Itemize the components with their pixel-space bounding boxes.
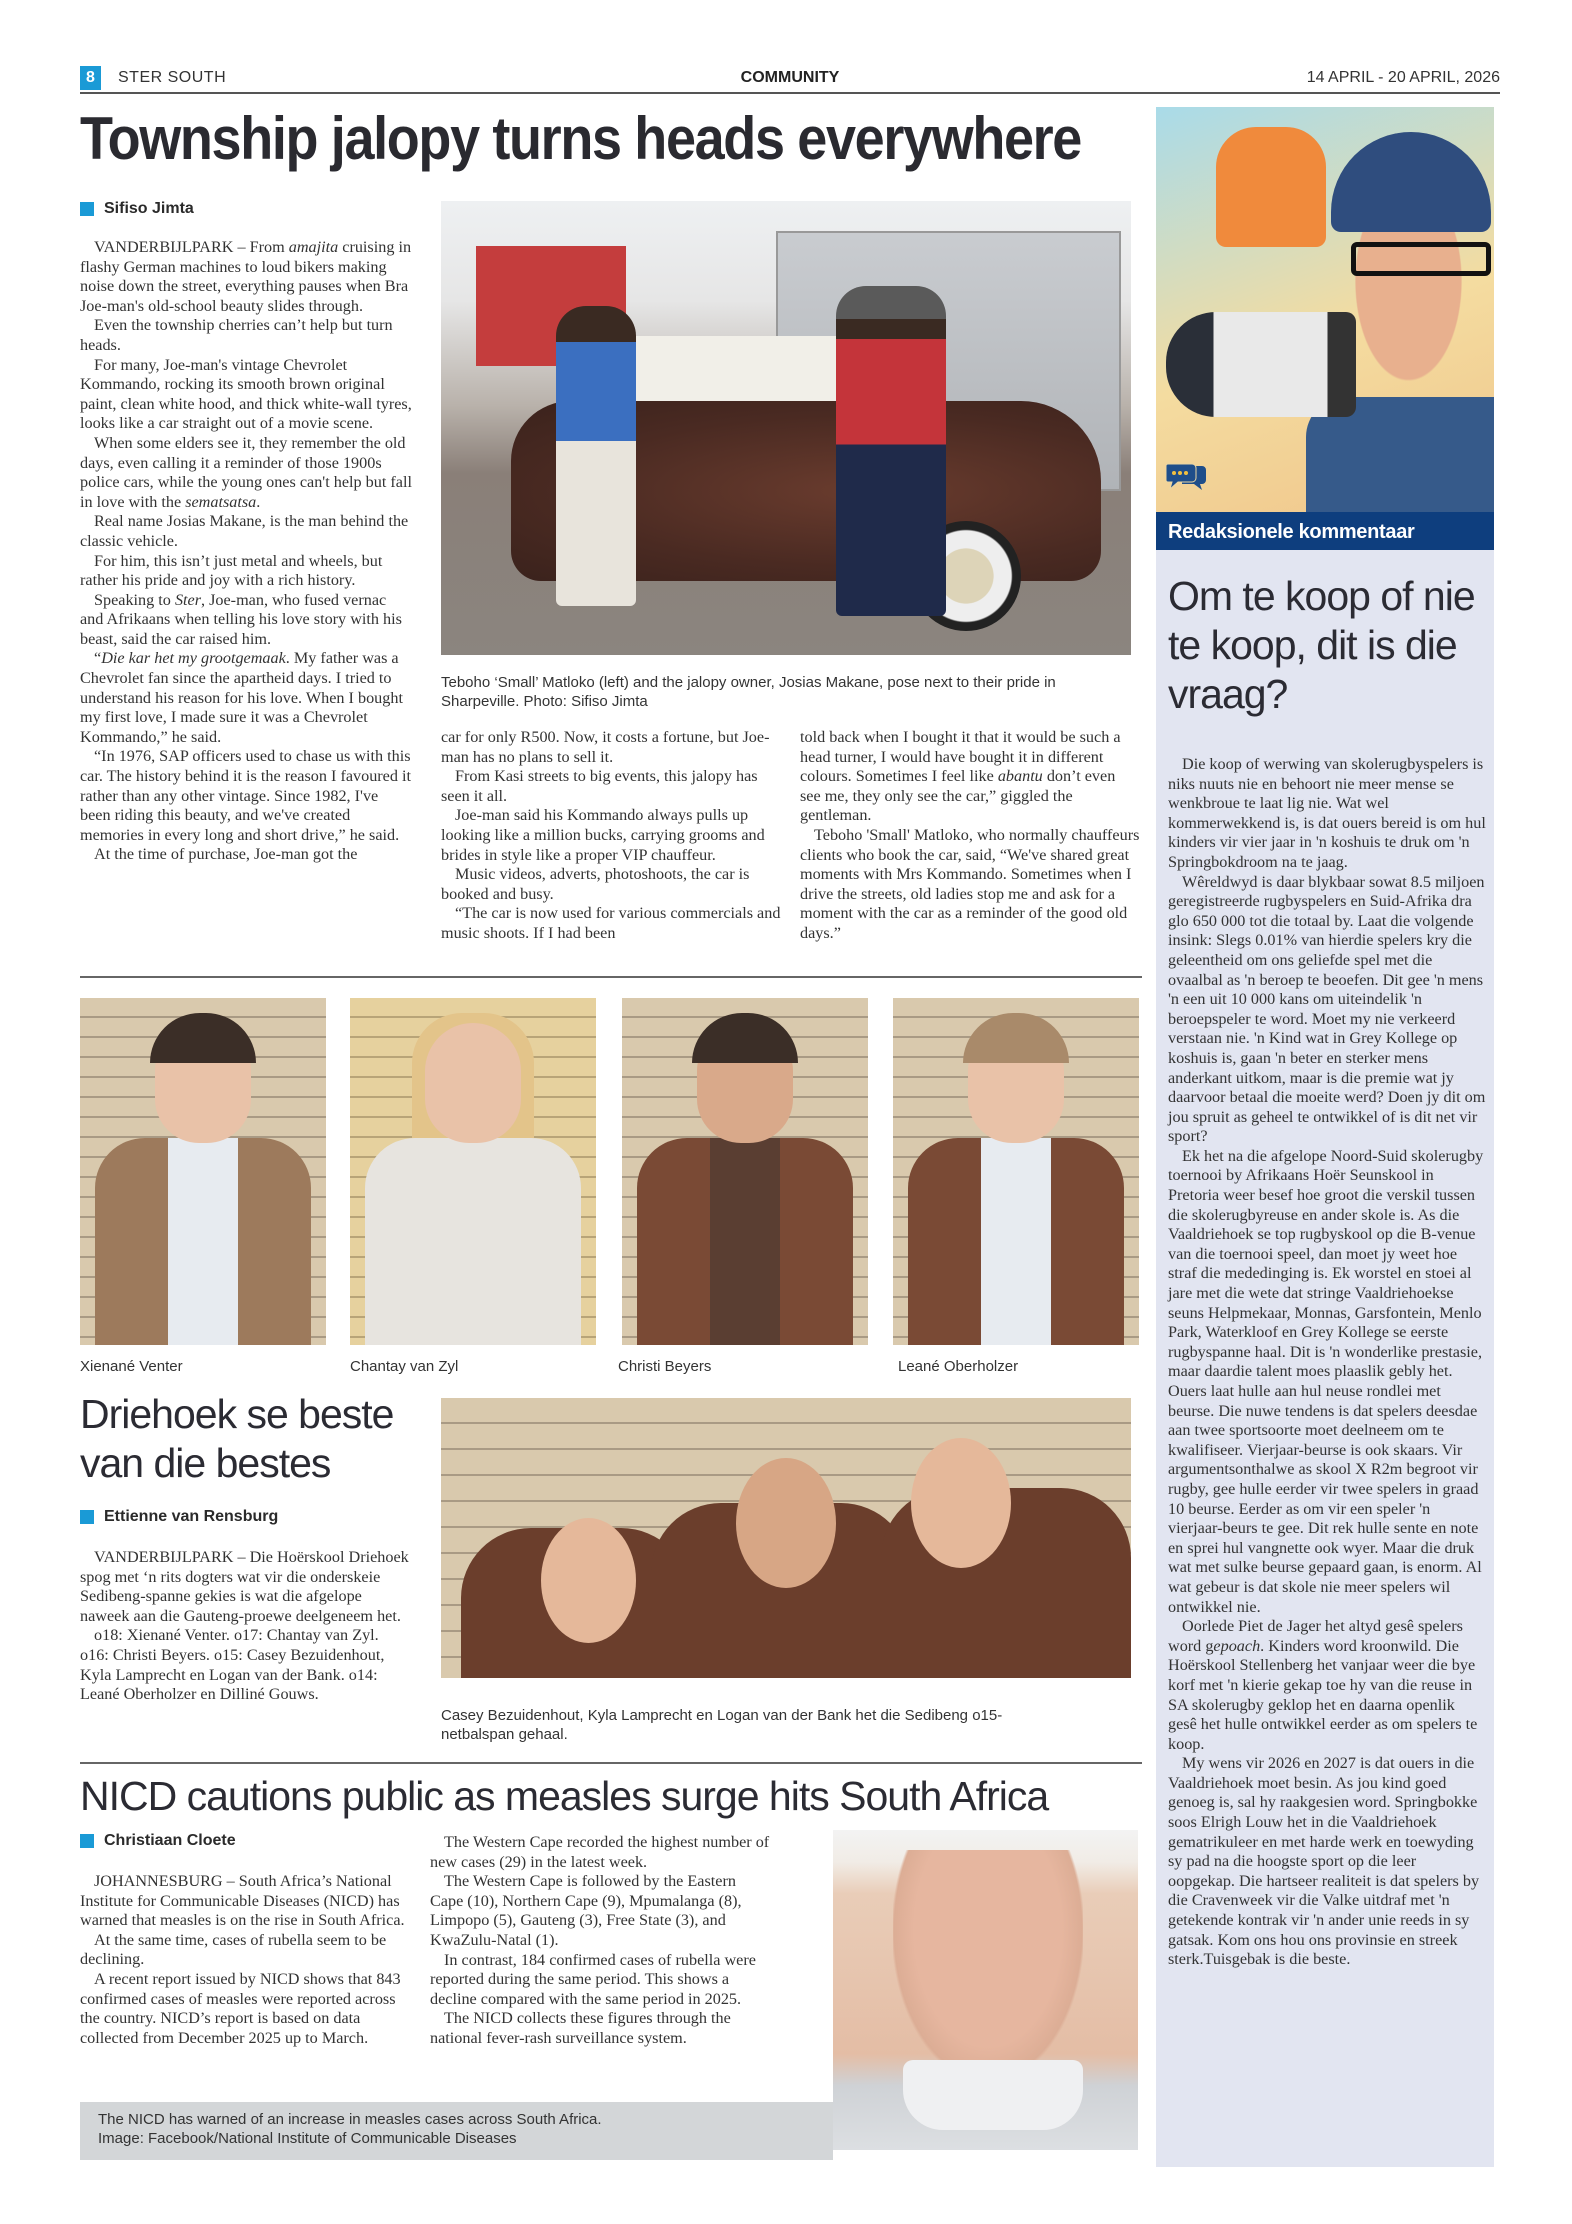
measles-column-1 — [80, 1872, 410, 2048]
paragraph: The NICD collects these figures through the national fever-rash surveillance system. — [430, 2009, 731, 2047]
editorial-banner: Redaksionele kommentaar — [1156, 512, 1494, 550]
byline-author: Christiaan Cloete — [104, 1832, 236, 1849]
jalopy-column-3 — [800, 728, 1140, 944]
paragraph: Speaking to Ster, Joe-man, who fused vernac and Afrikaans when telling his love story with his beast, said the car raised him. — [80, 590, 402, 648]
paragraph: In contrast, 184 confirmed cases of rubella were reported during the same period. This shows a decline compared with the same period in 2025. — [430, 1950, 756, 2008]
paragraph: “The car is now used for various commercials and music shoots. If I had been — [441, 904, 781, 942]
glasses-shape — [1351, 242, 1491, 276]
paragraph: A recent report issued by NICD shows that 843 confirmed cases of measles were reported across the country. NICD’s report is based on data collected from December 2025 up to March. — [80, 1969, 401, 2047]
paragraph: Real name Josias Makane, is the man behind the classic vehicle. — [80, 512, 409, 550]
football-player-shape — [1216, 127, 1326, 247]
jalopy-column-1 — [80, 238, 412, 865]
jalopy-photo-caption: Teboho ‘Small’ Matloko (left) and the jalopy owner, Josias Makane, pose next to their pride in Sharpeville. Photo: Sifiso Jimta — [441, 674, 1056, 710]
paragraph: My wens vir 2026 en 2027 is dat ouers in die Vaaldriehoek moet besin. As jou kind goed genoeg is, sal hy raakgesien word. Springbokke soos Elrigh Louw het in die Vaaldriehoek gematrikuleer en met harde werk en toewyding sy pad na die hoogste sport op die leer oopgekap. Die hartseer realiteit is dat spelers by die Cravenweek vir die Valke uitdraf met 'n getekende kontrak vir 'n ander unie reeds in sy gatsak. Kom ons hou ons provinsie en streek sterk.Tuisgebak is die beste. — [1168, 1754, 1480, 1969]
paragraph: VANDERBIJLPARK – From amajita cruising in flashy German machines to loud bikers making noise down the street, everything pauses when Bra Joe-man's old-school beauty slides through. — [80, 238, 412, 315]
portrait-photo — [80, 998, 326, 1345]
paragraph: told back when I bought it that it would be such a head turner, I would have bought it in different colours. Sometimes I feel like abantu don’t even see me, they only see the car,” giggled the gentleman. — [800, 728, 1121, 825]
measles-photo-caption: The NICD has warned of an increase in measles cases across South Africa. Image: Facebook/National Institute of Communicable Diseases — [80, 2102, 833, 2160]
portrait-caption: Chantay van Zyl — [350, 1358, 459, 1375]
paragraph: The Western Cape is followed by the Eastern Cape (10), Northern Cape (9), Mpumalanga (8), Limpopo (5), Gauteng (3), Free State (3), and KwaZulu-Natal (1). — [430, 1872, 742, 1949]
editorial-illustration — [1156, 107, 1494, 512]
section-divider — [80, 976, 1142, 978]
paragraph: For many, Joe-man's vintage Chevrolet Kommando, rocking its smooth brown original paint, clean white hood, and thick white-wall tyres, looks like a car straight out of a movie scene. — [80, 355, 412, 433]
driehoek-headline: Driehoek se beste van die bestes — [80, 1391, 394, 1486]
paragraph: Teboho 'Small' Matloko, who normally chauffeurs clients who book the car, said, “We've shared great moments with Mrs Kommando. Sometimes when I drive the streets, old ladies stop me and ask for a moment with the car as a reminder of the good old days.” — [800, 825, 1140, 942]
paragraph: The Western Cape recorded the highest number of new cases (29) in the latest week. — [430, 1833, 770, 1871]
paragraph: o18: Xienané Venter. o17: Chantay van Zyl. o16: Christi Beyers. o15: Casey Bezuidenhout, Kyla Lamprecht en Logan van der Bank. o14: Leané Oberholzer en Dilliné Gouws. — [80, 1626, 385, 1704]
person-left-shape — [556, 306, 636, 606]
jalopy-photo — [441, 201, 1131, 655]
paragraph: At the same time, cases of rubella seem to be declining. — [80, 1930, 387, 1969]
editorial-body — [1168, 755, 1486, 1970]
portrait-caption: Leané Oberholzer — [898, 1358, 1019, 1375]
jalopy-column-2 — [441, 728, 781, 944]
paragraph: JOHANNESBURG – South Africa’s National Institute for Communicable Diseases (NICD) has warned that measles is on the rise in South Africa. — [80, 1872, 405, 1930]
group-photo — [441, 1398, 1131, 1678]
paragraph: Wêreldwyd is daar blykbaar sowat 8.5 miljoen geregistreerde rugbyspelers en Suid-Afrika dra glo 650 000 tot die totaal by. Laat die volgende insink: Slegs 0.01% van hierdie spelers kry die geleentheid om ons geliefde spel met die ovaalbal as 'n beroep te beoefen. Dit gee 'n mens 'n een uit 10 000 kans om uiteindelik 'n beroepspeler te word. Moet my nie verkeerd verstaan nie. 'n Kind wat in Grey Kollege op koshuis is, gaan 'n beter en sterker mens anderkant uitkom, maar is die premie wat jy daarvoor betaal die moeite werd? Doen jy dit om jou spruit as geheel te ontwikkel of is dit net vir sport? — [1168, 872, 1486, 1146]
driehoek-byline — [80, 1508, 278, 1526]
paragraph: Music videos, adverts, photoshoots, the car is booked and busy. — [441, 865, 750, 903]
page-number: 8 — [80, 66, 101, 90]
paragraph: Ek het na die afgelope Noord-Suid skolerugby toernooi by Afrikaans Hoër Seunskool in Pretoria weer besef hoe groot die verskil tussen die skolerugbyreuse en ander skole is. As die Vaaldriehoek se top rugbyskool op die B-venue van die toernooi speel, dan moet jy weet hoe straf die mededinging is. Ek worstel en stoei al jare met die wete dat stringe Vaaldriehoekse seuns Helpmekaar, Monnas, Garsfontein, Menlo Park, Waterkloof en Grey Kollege se eerste rugbyspanne haal. Dit is 'n wonderlike prestasie, maar daardie talent moes plaaslik gebly het. Ouers laat hulle aan hul neuse rondlei met beurse. Die nuwe tendens is dat spelers deesdae aan twee sportsoorte moet deelneem om te kwalifiseer. Vierjaar-beurse is ook skaars. Vir argumentsonthalwe as skool X R2m begroot vir rugby, gee hulle eerder vir twee spelers in graad 10 beurse. Eerder as om vir een speler 'n vierjaar-beurs te gee. Dit rek hulle sente en note en sprei hul vangnette ook wyer. Maar die druk wat met sulke beurse gepaard gaan, is enorm. Al wat gebeur is dat skole nie meer spelers wil ontwikkel nie. — [1168, 1146, 1484, 1616]
portrait-photo — [622, 998, 868, 1345]
paragraph: “Die kar het my grootgemaak. My father was a Chevrolet fan since the apartheid days. I tried to understand his reason for his love. When I bought my first love, I made sure it was a Chevrolet Kommando,” he said. — [80, 649, 403, 746]
section-name: COMMUNITY — [740, 69, 840, 86]
paragraph: car for only R500. Now, it costs a fortune, but Joe-man has no plans to sell it. — [441, 728, 770, 766]
group-photo-caption: Casey Bezuidenhout, Kyla Lamprecht en Logan van der Bank het die Sedibeng o15- netbalspan gehaal. — [441, 1707, 1003, 1743]
paragraph: Even the township cherries can’t help but turn heads. — [80, 316, 393, 354]
jalopy-headline: Township jalopy turns heads everywhere — [80, 105, 1081, 172]
chat-bubble-icon — [1166, 462, 1206, 492]
issue-date: 14 APRIL - 20 APRIL, 2026 — [1306, 69, 1500, 86]
publication-name: STER SOUTH — [118, 69, 227, 86]
byline-square-icon — [80, 202, 94, 216]
measles-photo — [833, 1830, 1138, 2150]
paragraph: At the time of purchase, Joe-man got the — [94, 845, 358, 864]
jalopy-byline — [80, 200, 194, 218]
byline-author: Ettienne van Rensburg — [104, 1508, 279, 1525]
child-back-shape — [893, 1850, 1083, 2080]
paragraph: Joe-man said his Kommando always pulls up looking like a million bucks, carrying grooms and brides in style like a proper VIP chauffeur. — [441, 806, 765, 864]
byline-square-icon — [80, 1834, 94, 1848]
byline-square-icon — [80, 1510, 94, 1524]
paragraph: “In 1976, SAP officers used to chase us with this car. The history behind it is the reason I favoured it rather than any other vintage. Since 1982, I've been riding this beauty, and we've created memories in every long and short drive,” he said. — [80, 747, 412, 844]
camera-shape — [1166, 312, 1356, 417]
portrait-photo — [350, 998, 596, 1345]
section-divider — [80, 1762, 1142, 1764]
measles-byline — [80, 1832, 236, 1850]
portrait-caption: Xienané Venter — [80, 1358, 183, 1375]
measles-headline: NICD cautions public as measles surge hits South Africa — [80, 1773, 1049, 1819]
diaper-shape — [903, 2060, 1083, 2130]
byline-author: Sifiso Jimta — [104, 200, 194, 217]
person-right-shape — [836, 286, 946, 616]
paragraph: When some elders see it, they remember the old days, even calling it a reminder of those 1900s police cars, while the young ones can't help but fall in love with the sematsatsa. — [80, 433, 412, 511]
paragraph: Die koop of werwing van skolerugbyspelers is niks nuuts nie en behoort nie meer mense se wenkbroue te laat lig nie. Wat wel kommerwekkend is, is dat ouers bereid is om hul kinders vir vier jaar in 'n koshuis te druk om 'n Springbokdroom na te jaag. — [1168, 755, 1486, 871]
driehoek-body — [80, 1548, 410, 1705]
portrait-caption: Christi Beyers — [618, 1358, 712, 1375]
editorial-headline: Om te koop of nie te koop, dit is die vraag? — [1168, 573, 1475, 717]
paragraph: From Kasi streets to big events, this jalopy has seen it all. — [441, 767, 758, 805]
paragraph: Oorlede Piet de Jager het altyd gesê spelers word gepoach. Kinders word kroonwild. Die Hoërskool Stellenberg het vanjaar weer die bye korf met 'n kierie gekap toe hy van die reuse in SA skolerugby geklop het en daarna openlik gesê het hulle ontwikkel eerder as om spelers te koop. — [1168, 1617, 1478, 1753]
masthead — [80, 66, 1500, 94]
portrait-photo — [893, 998, 1139, 1345]
paragraph: VANDERBIJLPARK – Die Hoërskool Driehoek spog met ‘n rits dogters wat vir die onderskeie Sedibeng-spanne gekies is wat die afgelope naweek aan die Gauteng-proewe deelgeneem het. — [80, 1548, 409, 1625]
measles-column-2 — [430, 1833, 770, 2049]
paragraph: For him, this isn’t just metal and wheels, but rather his pride and joy with a rich history. — [80, 551, 383, 590]
